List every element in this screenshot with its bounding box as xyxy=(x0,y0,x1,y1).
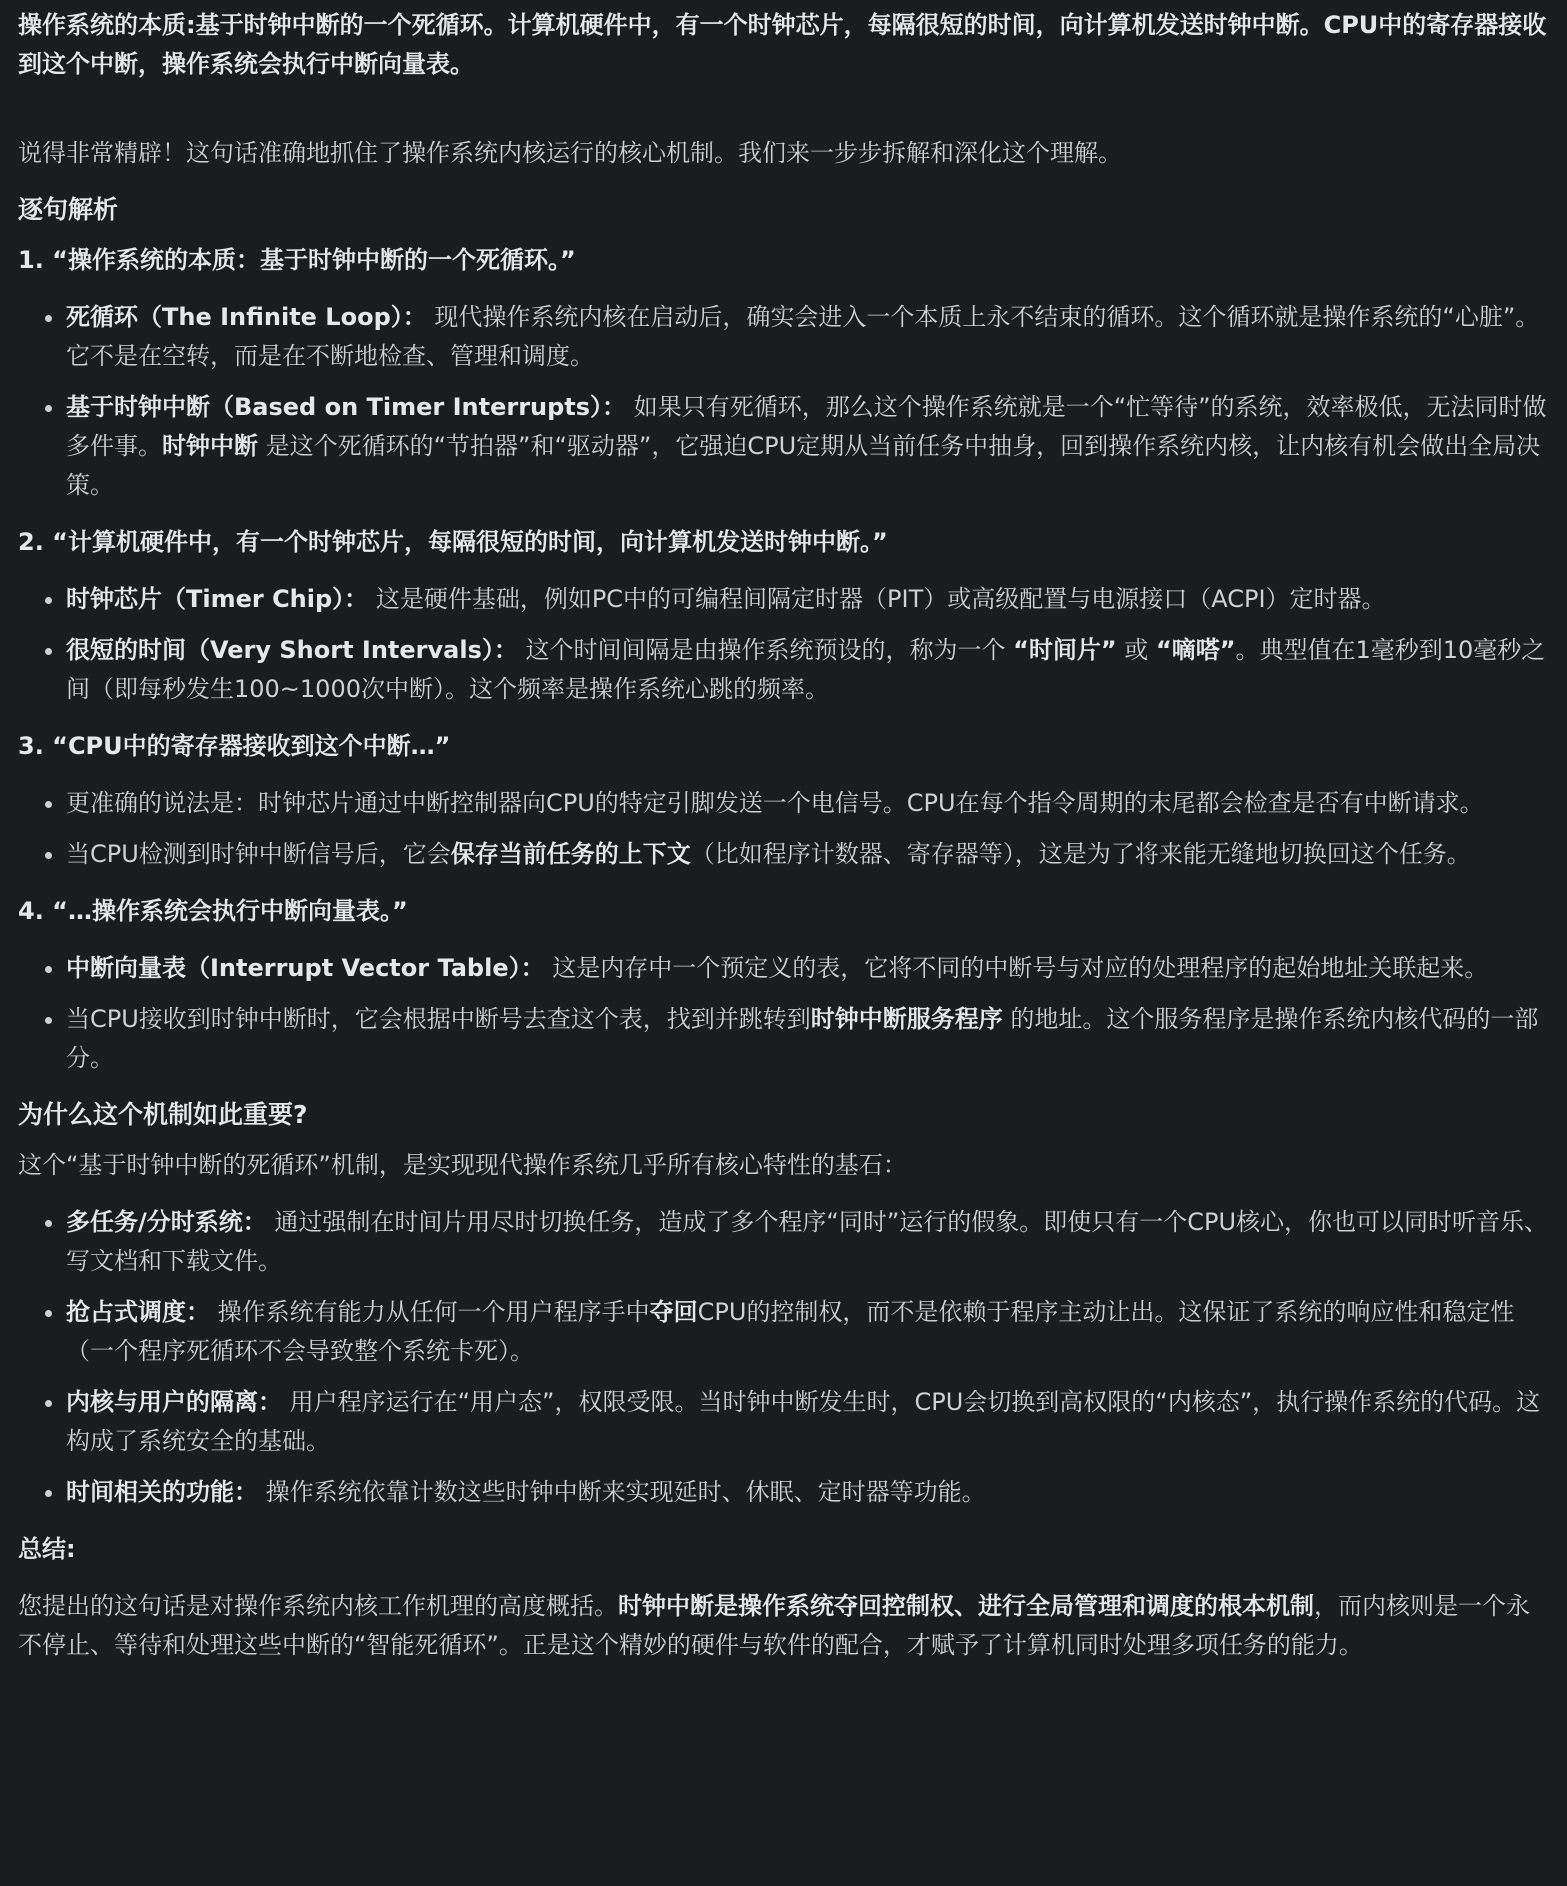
bullet-text: 这是硬件基础，例如PC中的可编程间隔定时器（PIT）或高级配置与电源接口（ACPI）定时器。 xyxy=(368,585,1386,613)
list-item xyxy=(66,1000,1549,1078)
bullet-text: 或 xyxy=(1116,636,1156,664)
bullet-text: 操作系统依靠计数这些时钟中断来实现延时、休眠、定时器等功能。 xyxy=(258,1478,986,1506)
bullet-text: CPU的控制权，而不是依赖于程序主动让出。这保证了系统的响应性和稳定性（一个程序死循环不会导致整个系统卡死）。 xyxy=(66,1298,1515,1365)
importance-list xyxy=(18,1203,1549,1512)
summary-emphasis: 时钟中断是操作系统夺回控制权、进行全局管理和调度的根本机制 xyxy=(618,1592,1314,1620)
bullet-term: 多任务/分时系统： xyxy=(66,1208,267,1236)
bullet-text: 当CPU接收到时钟中断时，它会根据中断号去查这个表，找到并跳转到 xyxy=(66,1005,811,1033)
bullet-term: 时钟芯片（Timer Chip）： xyxy=(66,585,369,613)
bullet-text: 。典型值在1毫秒到10毫秒之间（即每秒发生100~1000次中断）。这个频率是操作系统心跳的频率。 xyxy=(66,636,1546,703)
bullet-text: 这个时间间隔是由操作系统预设的，称为一个 xyxy=(517,636,1014,664)
summary-text: 您提出的这句话是对操作系统内核工作机理的高度概括。 xyxy=(18,1592,618,1620)
bullet-text: 如果只有死循环，那么这个操作系统就是一个“忙等待”的系统，效率极低，无法同时做多件事。 xyxy=(66,393,1547,460)
bullet-term: 内核与用户的隔离： xyxy=(66,1388,282,1416)
item-heading-1: 1. “操作系统的本质：基于时钟中断的一个死循环。” xyxy=(18,246,576,274)
bullet-term: 死循环（The Infinite Loop）： xyxy=(66,303,427,331)
importance-intro: 这个“基于时钟中断的死循环”机制，是实现现代操作系统几乎所有核心特性的基石： xyxy=(18,1151,907,1179)
bullet-term: 时钟中断 xyxy=(162,432,258,460)
bullet-term: “嘀嗒” xyxy=(1155,636,1236,664)
bullet-text: 这是内存中一个预定义的表，它将不同的中断号与对应的处理程序的起始地址关联起来。 xyxy=(544,954,1489,982)
summary-paragraph xyxy=(18,1587,1549,1665)
section-heading-importance: 为什么这个机制如此重要? xyxy=(18,1100,308,1129)
list-item xyxy=(66,388,1549,505)
bullet-term: 中断向量表（Interrupt Vector Table）： xyxy=(66,954,545,982)
list-item xyxy=(66,1383,1549,1461)
bullet-text: 的地址。这个服务程序是操作系统内核代码的一部分。 xyxy=(66,1005,1539,1072)
item-heading-4: 4. “…操作系统会执行中断向量表。” xyxy=(18,897,408,925)
bullet-term: 很短的时间（Very Short Intervals）： xyxy=(66,636,518,664)
bullet-term: “时间片” xyxy=(1013,636,1117,664)
bullet-list-2 xyxy=(18,580,1549,709)
item-heading-2: 2. “计算机硬件中，有一个时钟芯片，每隔很短的时间，向计算机发送时钟中断。” xyxy=(18,528,888,556)
bullet-term: 时间相关的功能： xyxy=(66,1478,258,1506)
bullet-text: 现代操作系统内核在启动后，确实会进入一个本质上永不结束的循环。这个循环就是操作系统的“心脏”。它不是在空转，而是在不断地检查、管理和调度。 xyxy=(66,303,1540,370)
list-item xyxy=(66,949,1549,988)
bullet-text: （比如程序计数器、寄存器等），这是为了将来能无缝地切换回这个任务。 xyxy=(690,840,1471,868)
bullet-text: 当CPU检测到时钟中断信号后，它会 xyxy=(66,840,451,868)
list-item xyxy=(66,1473,1549,1512)
list-item xyxy=(66,1293,1549,1371)
bullet-term: 保存当前任务的上下文 xyxy=(450,840,691,868)
bullet-text: 通过强制在时间片用尽时切换任务，造成了多个程序“同时”运行的假象。即使只有一个CPU核心，你也可以同时听音乐、写文档和下载文件。 xyxy=(66,1208,1549,1275)
bullet-list-3 xyxy=(18,784,1549,874)
list-item xyxy=(66,835,1549,874)
list-item xyxy=(66,298,1549,376)
bullet-term: 时钟中断服务程序 xyxy=(810,1005,1003,1033)
bullet-list-1 xyxy=(18,298,1549,505)
summary-text: ，而内核则是一个永不停止、等待和处理这些中断的“智能死循环”。正是这个精妙的硬件与软件的配合，才赋予了计算机同时处理多项任务的能力。 xyxy=(18,1592,1530,1659)
summary-heading: 总结: xyxy=(18,1535,76,1563)
list-item xyxy=(66,580,1549,619)
intro-paragraph: 说得非常精辟！这句话准确地抓住了操作系统内核运行的核心机制。我们来一步步拆解和深化这个理解。 xyxy=(18,139,1122,167)
section-heading-analysis: 逐句解析 xyxy=(18,195,119,224)
user-prompt-text: 操作系统的本质:基于时钟中断的一个死循环。计算机硬件中，有一个时钟芯片，每隔很短的时间，向计算机发送时钟中断。CPU中的寄存器接收到这个中断，操作系统会执行中断向量表。 xyxy=(18,11,1547,78)
list-item xyxy=(66,631,1549,709)
list-item xyxy=(66,784,1549,823)
bullet-term: 抢占式调度： xyxy=(66,1298,210,1326)
bullet-text: 操作系统有能力从任何一个用户程序手中 xyxy=(210,1298,650,1326)
bullet-text: 更准确的说法是：时钟芯片通过中断控制器向CPU的特定引脚发送一个电信号。CPU在每个指令周期的末尾都会检查是否有中断请求。 xyxy=(66,789,1484,817)
bullet-term: 基于时钟中断（Based on Timer Interrupts）： xyxy=(66,393,627,421)
bullet-text: 是这个死循环的“节拍器”和“驱动器”，它强迫CPU定期从当前任务中抽身，回到操作系统内核，让内核有机会做出全局决策。 xyxy=(66,432,1541,499)
bullet-list-4 xyxy=(18,949,1549,1078)
item-heading-3: 3. “CPU中的寄存器接收到这个中断…” xyxy=(18,732,451,760)
list-item xyxy=(66,1203,1549,1281)
bullet-term: 夺回 xyxy=(649,1298,698,1326)
bullet-text: 用户程序运行在“用户态”，权限受限。当时钟中断发生时，CPU会切换到高权限的“内核态”，执行操作系统的代码。这构成了系统安全的基础。 xyxy=(66,1388,1541,1455)
